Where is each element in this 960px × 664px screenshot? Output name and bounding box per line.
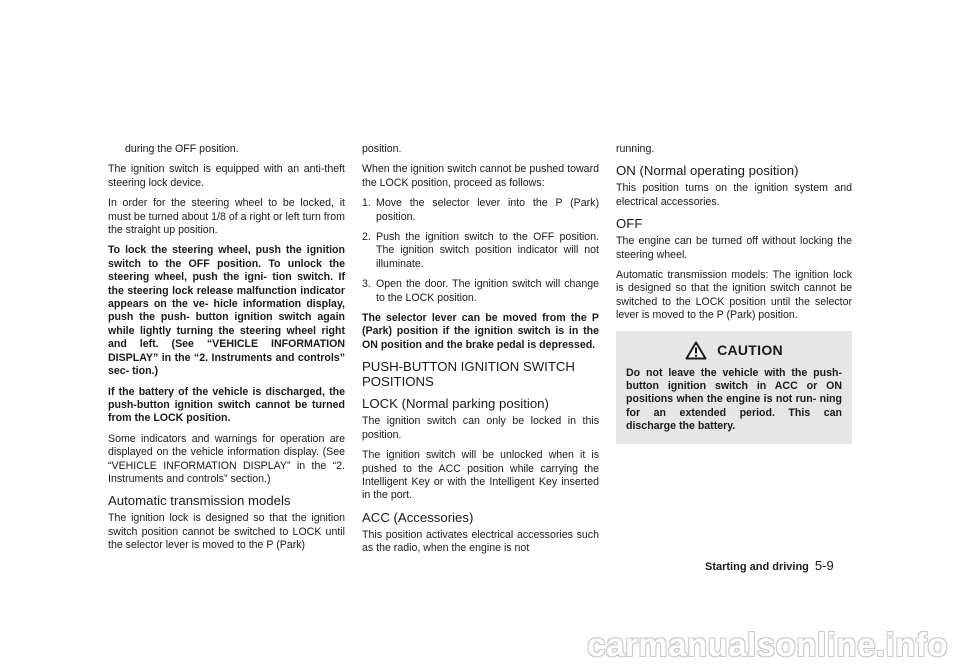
warning-triangle-icon (685, 341, 707, 360)
paragraph-unlock: The ignition switch will be unlocked when it is pushed to the ACC position while carrying the Intelligent Key or with the Intelligent Key inserted in the port. (362, 449, 599, 502)
caution-box (616, 331, 852, 444)
column-3 (616, 143, 852, 444)
bold-battery-note: If the battery of the vehicle is discharged, the push-button ignition switch cannot be turned from the LOCK position. (108, 385, 345, 425)
heading-switch-positions: PUSH-BUTTON IGNITION SWITCH POSITIONS (362, 359, 575, 390)
paragraph-steering-lock: In order for the steering wheel to be locked, it must be turned about 1/8 of a right or left turn from the straight up position. (108, 197, 345, 237)
list-item: 1. Move the selector lever into the P (Park) position. (362, 197, 599, 223)
caution-header (626, 331, 842, 367)
paragraph-running: running. (616, 143, 655, 155)
section-name: Starting and driving (705, 561, 809, 573)
bold-lock-instructions: To lock the steering wheel, push the ignition switch to the OFF position. To unlock the steering wheel, push the igni- tion switch. If the steering lock release malfunction indicator appears on the ve- hicle information display, push the push- button ignition switch again while lightly turning the steering wheel right and left. (See “VEHICLE INFORMATION DISPLAY” in the “2. Instruments and controls” sec- tion.) (108, 244, 345, 378)
paragraph-position: position. (362, 143, 402, 155)
paragraph-automatic-models: Automatic transmission models: The ignition lock is designed so that the ignition switch cannot be switched to the LOCK position until the selector lever is moved to the P (Park) position. (616, 269, 852, 322)
heading-on-position: ON (Normal operating position) (616, 163, 799, 179)
list-item: 3. Open the door. The ignition switch will change to the LOCK position. (362, 278, 599, 304)
paragraph-continued: during the OFF position. (125, 143, 239, 155)
watermark: carmanualsonline.info (587, 626, 948, 663)
paragraph-on: This position turns on the ignition system and electrical accessories. (616, 182, 852, 208)
caution-text: Do not leave the vehicle with the push- button ignition switch in ACC or ON positions when the engine is not run- ning for an extended period. This can discharge the battery. (626, 366, 842, 433)
heading-lock-position: LOCK (Normal parking position) (362, 396, 549, 412)
paragraph-procedure-intro: When the ignition switch cannot be pushed toward the LOCK position, proceed as follows: (362, 163, 599, 189)
column-2 (362, 143, 599, 563)
bold-selector-lever-note: The selector lever can be moved from the P (Park) position if the ignition switch is in the ON position and the brake pedal is depressed. (362, 312, 599, 351)
procedure-list (362, 197, 599, 305)
caution-title: CAUTION (717, 341, 783, 358)
paragraph-anti-theft: The ignition switch is equipped with an anti-theft steering lock device. (108, 163, 345, 189)
paragraph-acc: This position activates electrical accessories such as the radio, when the engine is not (362, 528, 599, 555)
paragraph-ignition-lock: The ignition lock is designed so that the ignition switch position cannot be switched to LOCK until the selector lever is moved to the P (Park) (108, 512, 345, 552)
heading-acc: ACC (Accessories) (362, 509, 474, 525)
page-footer (705, 558, 834, 573)
page-number: 5-9 (814, 558, 834, 573)
paragraph-off: The engine can be turned off without locking the steering wheel. (616, 235, 852, 261)
paragraph-lock-only: The ignition switch can only be locked in this position. (362, 415, 599, 441)
heading-off: OFF (616, 216, 643, 232)
list-item: 2. Push the ignition switch to the OFF position. The ignition switch position indicator will not illuminate. (362, 231, 599, 270)
column-1 (108, 143, 345, 560)
heading-automatic-transmission: Automatic transmission models (108, 493, 291, 509)
paragraph-indicators: Some indicators and warnings for operation are displayed on the vehicle information display. (See “VEHICLE INFORMATION DISPLAY” in the “2. Instruments and controls” section.) (108, 432, 345, 485)
